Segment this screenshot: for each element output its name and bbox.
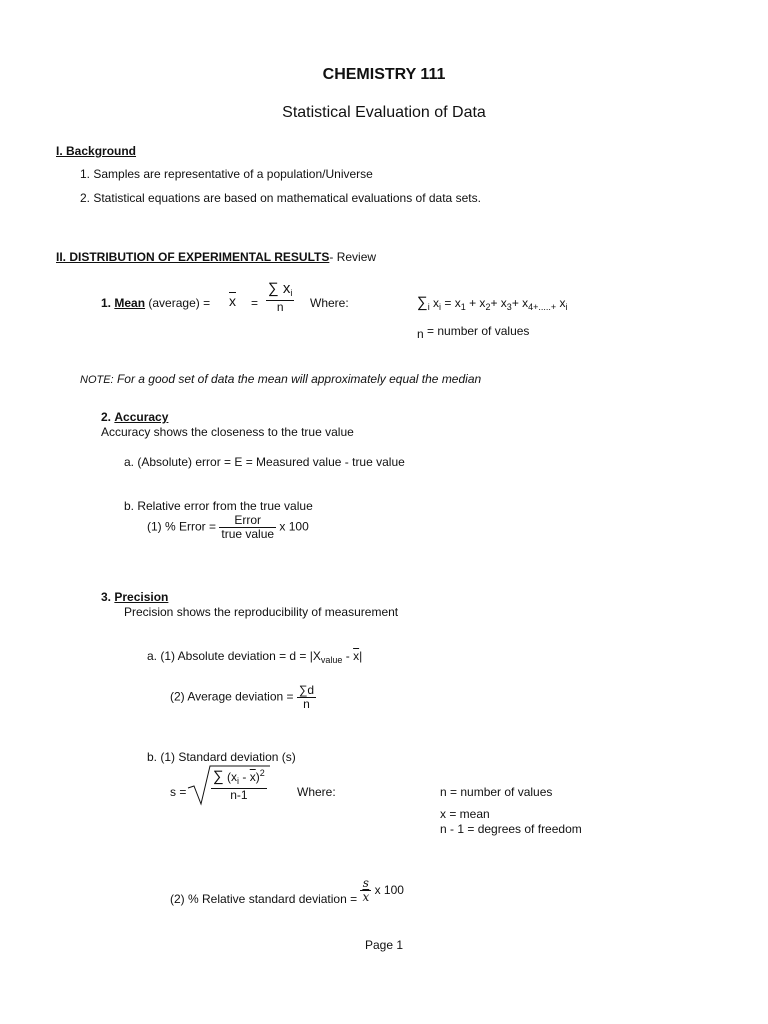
absolute-deviation-formula: a. (1) Absolute deviation = $d = |X_{value} - \overline{x}|$ bbox=[147, 649, 363, 665]
accuracy-heading-line bbox=[101, 410, 168, 424]
accuracy-label: Accuracy bbox=[114, 410, 169, 424]
mean-label: Mean bbox=[114, 296, 146, 310]
note bbox=[80, 372, 481, 386]
background-item-1: 1. Samples are representative of a population/Universe bbox=[80, 167, 373, 181]
std-dev-where: Where: bbox=[297, 785, 336, 799]
precision-description: Precision shows the reproducibility of measurement bbox=[124, 605, 399, 619]
std-dev-def-2: x = mean bbox=[440, 807, 490, 821]
note-text: For a good set of data the mean will approximately equal the median bbox=[113, 372, 482, 386]
precision-heading-line bbox=[101, 590, 168, 604]
background-item-2: 2. Statistical equations are based on mathematical evaluations of data sets. bbox=[80, 191, 481, 205]
distribution-heading-suffix: - Review bbox=[329, 250, 377, 264]
note-label: NOTE: bbox=[80, 374, 114, 386]
relative-std-dev-formula: (2) % Relative standard deviation = $\frac{s}{x}$ x 100 bbox=[170, 876, 404, 906]
std-dev-def-1: n = number of values bbox=[440, 785, 553, 799]
std-dev-def-3: n - 1 = degrees of freedom bbox=[440, 822, 582, 836]
std-dev-fraction: $\frac{\sum (x_i - \overline{x})^2}{n-1}$ bbox=[213, 768, 265, 802]
mean-sum-formula: $\sum_i$ $x_i = x_1 + x_2+ x_3+ x_{4+.....+}$ $x_i$ bbox=[417, 294, 568, 312]
mean-fraction: $\frac{\sum x_i}{n}$ bbox=[268, 280, 293, 314]
percent-error-formula: (1) % Error = $\frac{\text{Error}}{\text{true value}}$ x 100 bbox=[147, 513, 309, 541]
sigma-symbol: ∑ x bbox=[268, 280, 291, 297]
accuracy-item-b: b. Relative error from the true value bbox=[124, 499, 313, 513]
mean-xbar: $\overline{x}$ bbox=[229, 293, 236, 309]
s-equals: s = bbox=[170, 785, 187, 799]
precision-label: Precision bbox=[114, 590, 169, 604]
accuracy-number: 2. bbox=[101, 410, 112, 424]
page-number: Page 1 bbox=[364, 938, 404, 952]
accuracy-description: Accuracy shows the closeness to the true value bbox=[101, 425, 354, 439]
distribution-heading-line bbox=[56, 250, 376, 264]
mean-where: Where: bbox=[310, 296, 349, 310]
page-title: CHEMISTRY 111 bbox=[322, 66, 446, 83]
average-deviation-formula: (2) Average deviation = $\frac{\sum d}{n}$ bbox=[170, 683, 315, 711]
mean-equals: = bbox=[251, 296, 259, 310]
standard-deviation-label: b. (1) Standard deviation (s) bbox=[147, 750, 296, 764]
mean-label-line bbox=[101, 296, 210, 310]
avg-dev-numerator: ∑d bbox=[298, 683, 315, 697]
accuracy-item-a: a. (Absolute) error = E = Measured value - true value bbox=[124, 455, 405, 469]
sigma-symbol: ∑ bbox=[213, 768, 224, 785]
distribution-heading: II. DISTRIBUTION OF EXPERIMENTAL RESULTS bbox=[56, 250, 330, 264]
mean-number: 1. bbox=[101, 296, 112, 310]
background-heading: I. Background bbox=[56, 144, 137, 158]
precision-number: 3. bbox=[101, 590, 112, 604]
mean-fraction-den: n bbox=[276, 300, 284, 314]
mean-n-definition: n = number of values bbox=[417, 324, 530, 341]
sigma-symbol: ∑ bbox=[417, 294, 428, 311]
mean-label-rest: (average) = bbox=[145, 296, 211, 310]
page-subtitle: Statistical Evaluation of Data bbox=[282, 104, 486, 121]
